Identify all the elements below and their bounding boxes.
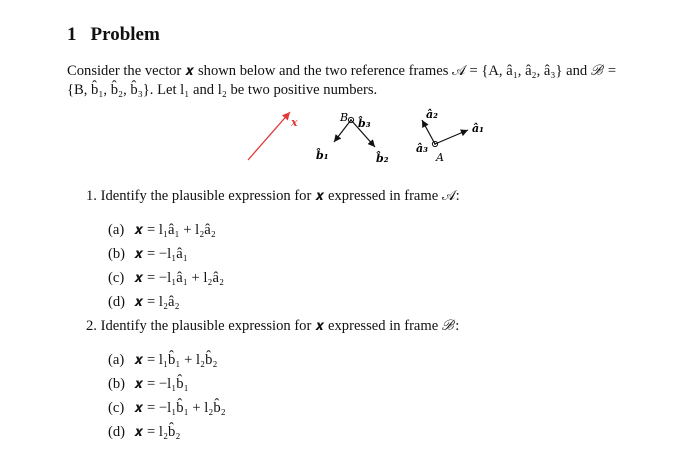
q2-option-b-label: (b): [108, 376, 126, 392]
a2-label: â₂: [426, 108, 438, 121]
question-1-options: [108, 220, 224, 316]
q1-option-c-label: (c): [108, 270, 125, 286]
q2-option-c-label: (c): [108, 400, 125, 416]
b3-label: b̂₃: [358, 117, 371, 130]
q2-option-a: [108, 350, 226, 374]
a1-label: â₁: [472, 122, 484, 135]
q1-option-d: [108, 292, 224, 316]
q1-option-c-expr: 𝒙 = −l₁â₁ + l₂â₂: [134, 270, 225, 286]
q1-option-d-expr: 𝒙 = l₂â₂: [134, 294, 180, 310]
b3-axis-center: [350, 119, 352, 121]
section-number: 1: [67, 24, 77, 45]
q2-option-d: [108, 422, 226, 446]
reference-frames-figure: [240, 100, 500, 172]
q1-option-b-label: (b): [108, 246, 126, 262]
q1-option-a: [108, 220, 224, 244]
problem-intro: [67, 62, 677, 100]
q1-option-a-expr: 𝒙 = l₁â₁ + l₂â₂: [134, 222, 216, 238]
q2-option-d-expr: 𝒙 = l₂b̂₂: [134, 424, 181, 440]
q2-option-b: [108, 374, 226, 398]
intro-line-2: {B, b̂₁, b̂₂, b̂₃}. Let l₁ and l₂ be two positive numbers.: [67, 82, 378, 98]
q1-option-d-label: (d): [108, 294, 126, 310]
question-1: 1. Identify the plausible expression for 𝒙 expressed in frame 𝒜:: [86, 188, 460, 204]
question-2: 2. Identify the plausible expression for 𝒙 expressed in frame ℬ:: [86, 318, 460, 334]
q2-option-a-label: (a): [108, 352, 125, 368]
q1-option-c: [108, 268, 224, 292]
a3-label: â₃: [416, 142, 428, 155]
q1-option-b: [108, 244, 224, 268]
a3-axis-center: [434, 143, 436, 145]
b2-label: b̂₂: [376, 152, 389, 165]
frame-a-origin-label: A: [436, 151, 444, 164]
vector-x-arrow: [248, 112, 290, 160]
q1-option-a-label: (a): [108, 222, 125, 238]
question-2-options: [108, 350, 226, 446]
a1-axis: [435, 130, 468, 144]
b1-label: b̂₁: [316, 149, 329, 162]
q2-option-c-expr: 𝒙 = −l₁b̂₁ + l₂b̂₂: [134, 400, 226, 416]
frame-b-origin-label: B: [340, 111, 349, 124]
intro-line-1: Consider the vector 𝒙 shown below and the two reference frames 𝒜 = {A, â₁, â₂, â₃} and ℬ =: [67, 63, 617, 79]
section-heading: [67, 24, 160, 46]
vector-x-label: 𝒙: [291, 116, 298, 129]
section-title: Problem: [90, 24, 160, 45]
q1-option-b-expr: 𝒙 = −l₁â₁: [134, 246, 188, 262]
q2-option-c: [108, 398, 226, 422]
q2-option-d-label: (d): [108, 424, 126, 440]
a2-axis: [422, 120, 435, 144]
q2-option-b-expr: 𝒙 = −l₁b̂₁: [134, 376, 189, 392]
q2-option-a-expr: 𝒙 = l₁b̂₁ + l₂b̂₂: [134, 352, 218, 368]
